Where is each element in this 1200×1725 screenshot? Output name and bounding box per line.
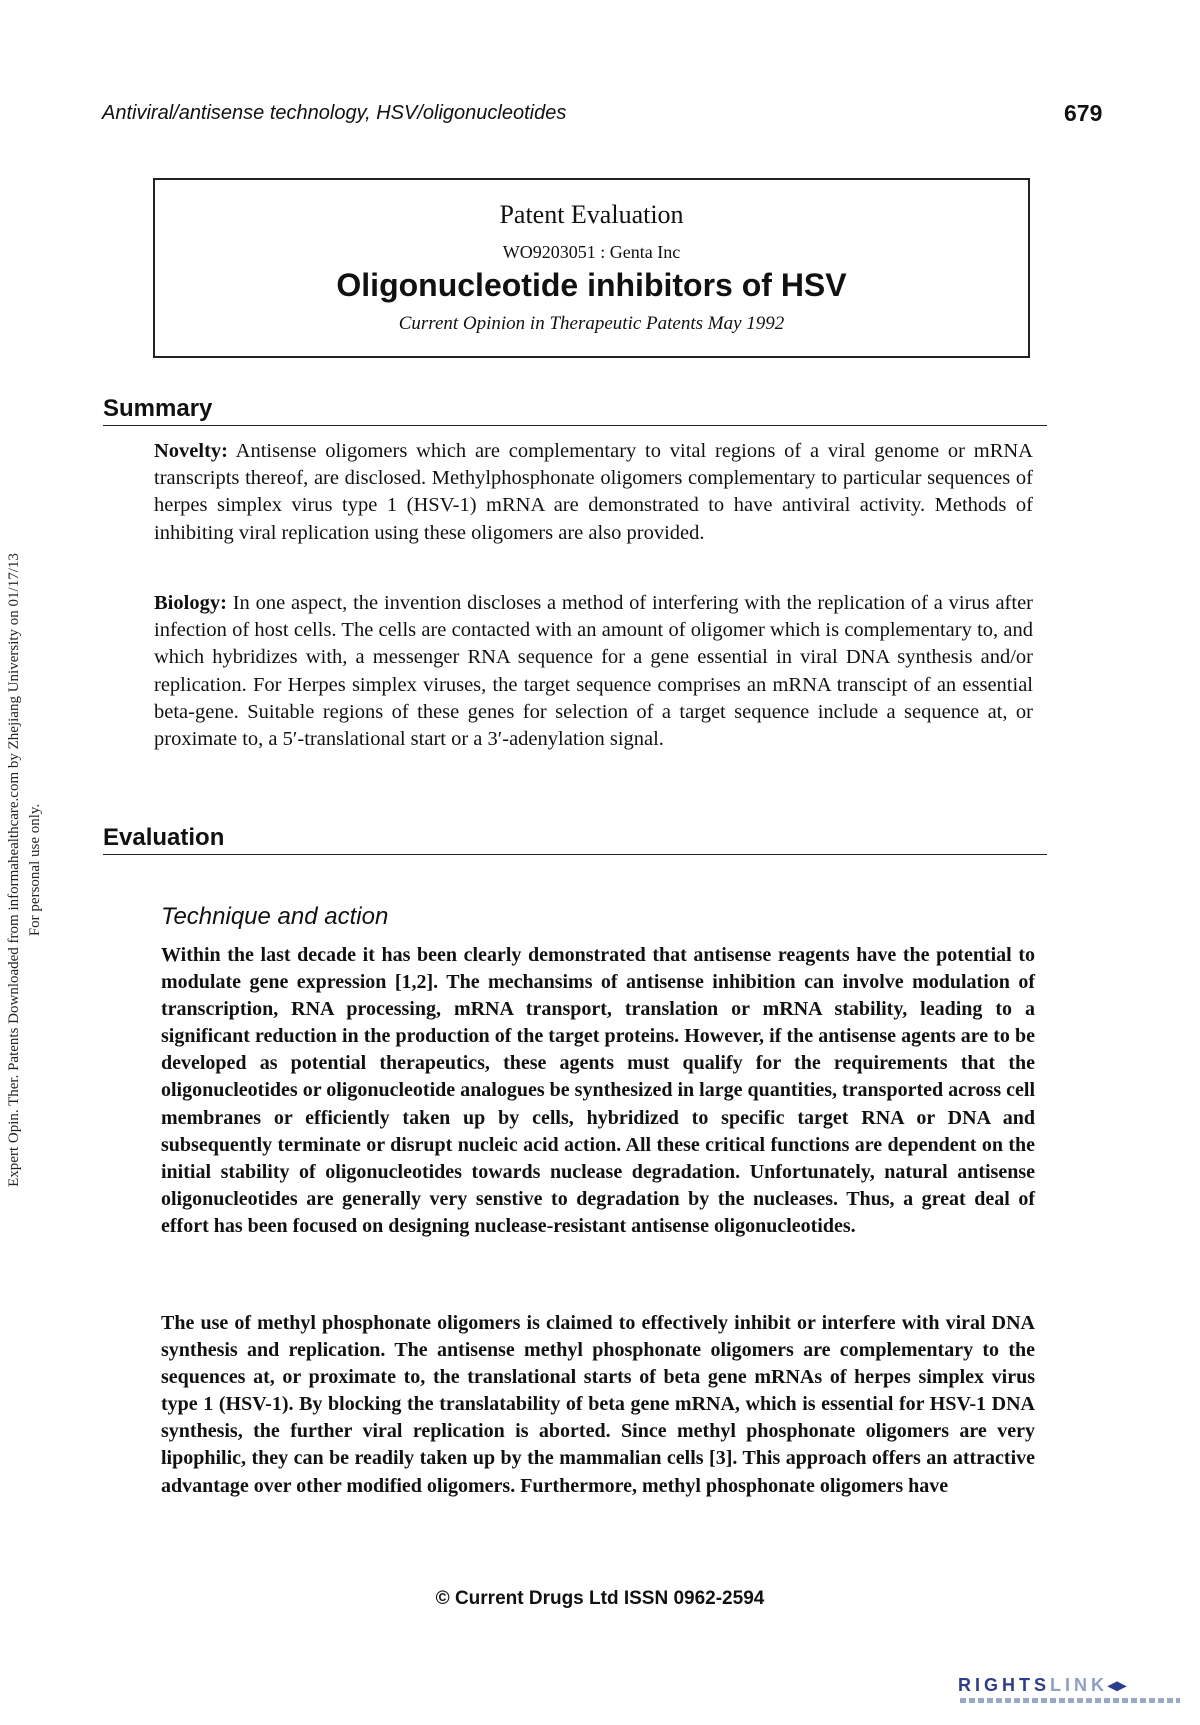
download-notice-line: For personal use only. xyxy=(27,803,43,937)
novelty-paragraph xyxy=(154,438,1033,547)
biology-paragraph xyxy=(154,590,1033,753)
rightslink-logo: RIGHTSLINK◂▸ xyxy=(958,1675,1127,1695)
article-title: Oligonucleotide inhibitors of HSV xyxy=(336,267,847,303)
journal-source: Current Opinion in Therapeutic Patents May 1992 xyxy=(398,313,785,334)
biology-label: Biology: xyxy=(154,592,227,614)
subheading-technique: Technique and action xyxy=(161,903,389,930)
section-heading-evaluation: Evaluation xyxy=(103,823,1047,855)
rightslink-tagline xyxy=(960,1698,1180,1703)
box-kicker: Patent Evaluation xyxy=(499,200,684,229)
novelty-text: Antisense oligomers which are complementary to vital regions of a viral genome or mRNA transcripts thereof, are disclosed. Methylphosphonate oligomers complementary to particular sequences of herpes simplex virus type 1 (HSV-1) mRNA are demonstrated to have antiviral activity. Methods of inhibiting viral replication using these oligomers are also provided. xyxy=(154,440,1033,544)
patent-id: WO9203051 : Genta Inc xyxy=(502,242,681,262)
evaluation-paragraph-1: Within the last decade it has been clearly demonstrated that antisense reagents have the potential to modulate gene expression [1,2]. The mechansims of antisense inhibition can involve modulation of transcription, RNA processing, mRNA transport, translation or mRNA stability, leading to a significant reduction in the production of the target proteins. However, if the antisense agents are to be developed as potential therapeutics, these agents must qualify for the requirements that the oligonucleotides or oligonucleotide analogues be synthesized in large quantities, transported across cell membranes or efficiently taken up by cells, hybridized to specific target RNA or DNA and subsequently terminate or disrupt nucleic acid action. All these critical functions are dependent on the initial stability of oligonucleotides towards nuclease degradation. Unfortunately, natural antisense oligonucleotides are generally very senstive to degradation by the nucleases. Thus, a great deal of effort has been focused on designing nuclease-resistant antisense oligonucleotides. xyxy=(161,944,1035,1237)
download-notice-line: Expert Opin. Ther. Patents Downloaded from informahealthcare.com by Zhejiang University on 01/17/13 xyxy=(6,553,22,1187)
novelty-label: Novelty: xyxy=(154,440,229,462)
copyright-footer: © Current Drugs Ltd ISSN 0962-2594 xyxy=(435,1588,765,1609)
biology-text: In one aspect, the invention discloses a method of interfering with the replication of a virus after infection of host cells. The cells are contacted with an amount of oligomer which is complementary to, and which hybridizes with, a messenger RNA sequence for a gene essential in viral DNA synthesis and/or replication. For Herpes simplex viruses, the target sequence comprises an mRNA transcipt of an essential beta-gene. Suitable regions of these genes for selection of a target sequence include a sequence at, or proximate to, a 5′-translational start or a 3′-adenylation signal. xyxy=(154,592,1033,751)
section-heading-summary: Summary xyxy=(103,394,1047,426)
running-head: Antiviral/antisense technology, HSV/oligonucleotides xyxy=(102,102,567,124)
page-number: 679 xyxy=(1064,100,1103,126)
evaluation-paragraph-2: The use of methyl phosphonate oligomers is claimed to effectively inhibit or interfere with viral DNA synthesis and replication. The antisense methyl phosphonate oligomers are complementary to the sequences at, or proximate to, the translational starts of beta gene mRNAs of herpes simplex virus type 1 (HSV-1). By blocking the translatability of beta gene mRNA, which is essential for HSV-1 DNA synthesis, the further viral replication is aborted. Since methyl phosphonate oligomers are very lipophilic, they can be readily taken up by the mammalian cells [3]. This approach offers an attractive advantage over other modified oligomers. Furthermore, methyl phosphonate oligomers have xyxy=(161,1312,1035,1497)
patent-evaluation-box xyxy=(153,178,1030,358)
